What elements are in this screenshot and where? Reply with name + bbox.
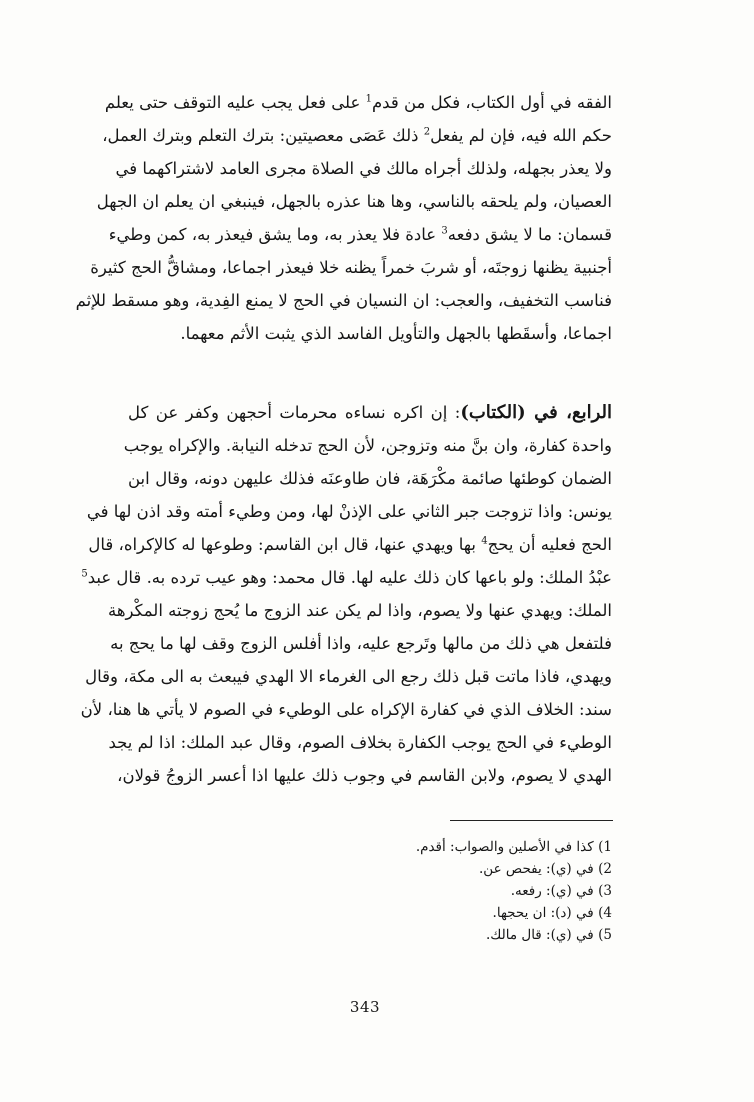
text-line: فناسب التخفيف، والعجب: ان النسيان في الحج لا يمنع الفِدية، وهو مسقط للإثم <box>75 291 612 310</box>
footnote-item <box>300 924 612 946</box>
text-line: يونس: واذا تزوجت جبر الثاني على الإذنْ لها، ومن وطيء أمته وقد اذن لها في <box>86 502 612 521</box>
page-number: 343 <box>349 998 381 1016</box>
text-line: حكم الله فيه، فإن لم يفعل$^2$ ذلك عَصَى معصيتين: بترك التعلم وبترك العمل، <box>102 126 612 145</box>
text-line: العصيان، ولم يلحقه بالناسي، وها هنا عذره بالجهل، فينبغي ان يعلم ان الجهل <box>96 192 612 211</box>
text-line: الوطيء في الحج يوجب الكفارة بخلاف الصوم، وقال عبد الملك: اذا لم يجد <box>108 733 612 752</box>
footnote-text: كذا في الأصلين والصواب: أقدم. <box>415 839 594 855</box>
text-line: الفقه في أول الكتاب، فكل من قدم$^1$ على فعل يجب عليه التوقف حتى يعلم <box>104 93 612 112</box>
footnote-number: 4) <box>598 905 612 921</box>
footnote-number: 2) <box>598 861 612 877</box>
text-line: أجنبية يظنها زوجتَه، أو شربَ خمراً يظنه خلا فيعذر اجماعا، ومشاقُّ الحج كثيرة <box>90 258 612 277</box>
main-text <box>75 86 612 792</box>
text-line: قسمان: ما لا يشق دفعه$^3$ عادة فلا يعذر به، وما يشق فيعذر به، كمن وطيء <box>108 225 612 244</box>
section-lead: الرابع، في (الكتاب) <box>460 402 612 423</box>
text-line: ولا يعذر بجهله، ولذلك أجراه مالك في الصلاة مجرى العامد لاشتراكهما في <box>115 159 612 178</box>
text-line: فلتفعل هي ذلك من مالها وتَرجع عليه، واذا أفلس الزوج وقف لها ما يحج به <box>110 634 612 653</box>
footnote-item <box>300 858 612 880</box>
footnote-separator <box>450 820 613 821</box>
footnote-text: في (د): ان يحجها. <box>492 905 594 921</box>
footnote-number: 1) <box>598 839 612 855</box>
footnote-marker[interactable]: 4 <box>481 535 488 547</box>
text-line: الهدي لا يصوم، ولابن القاسم في وجوب ذلك عليها اذا أعسر الزوجُ قولان، <box>117 766 612 785</box>
paragraph-gap <box>128 350 612 396</box>
footnote-marker[interactable]: 3 <box>441 225 448 237</box>
footnote-item <box>300 880 612 902</box>
footnote-text: في (ي): رفعه. <box>510 883 594 899</box>
footnote-number: 5) <box>598 927 612 943</box>
text-line: واحدة كفارة، وان بنَّ منه وتزوجن، لأن الحج تدخله النيابة. والإكراه يوجب <box>123 436 612 455</box>
footnote-marker[interactable]: 2 <box>423 126 431 138</box>
footnote-item <box>300 902 612 924</box>
text-line: اجماعا، وأسقَطها بالجهل والتأويل الفاسد الذي يثبت الأثم معهما. <box>180 324 612 343</box>
text-line: عبْدُ الملك: ولو باعها كان ذلك عليه لها. قال محمد: وهو عيب ترده به. قال عبد$^5$ <box>81 568 612 587</box>
text-line: الضمان كوطئها صائمة مكْرَهَة، فان طاوعنَه فذلك عليهن دونه، وقال ابن <box>128 469 612 488</box>
footnote-text: في (ي): قال مالك. <box>485 927 594 943</box>
text-line: الرابع، في (الكتاب): إن اكره نساءه محرمات أحجهن وكفر عن كل <box>128 402 612 423</box>
footnote-number: 3) <box>598 883 612 899</box>
text-line: الحج فعليه أن يحج$^4$ بها ويهدي عنها، قال ابن القاسم: وطوعها له كالإكراه، قال <box>88 535 612 554</box>
footnote-item <box>300 836 612 858</box>
footnote-marker[interactable]: 1 <box>365 93 372 105</box>
footnote-marker[interactable]: 5 <box>81 568 88 580</box>
text-line: الملك: ويهدي عنها ولا يصوم، واذا لم يكن عند الزوج ما يُحج زوجته المكْرهة <box>107 601 612 620</box>
footnotes <box>300 836 612 946</box>
text-line: ويهدي، فاذا ماتت قبل ذلك رجع الى الغرماء الا الهدي فيبعث به الى مكة، وقال <box>85 667 612 686</box>
footnote-text: في (ي): يفحص عن. <box>479 861 594 877</box>
text-line: سند: الخلاف الذي في كفارة الإكراه على الوطيء في الصوم لا يأتي ها هنا، لأن <box>80 700 612 719</box>
